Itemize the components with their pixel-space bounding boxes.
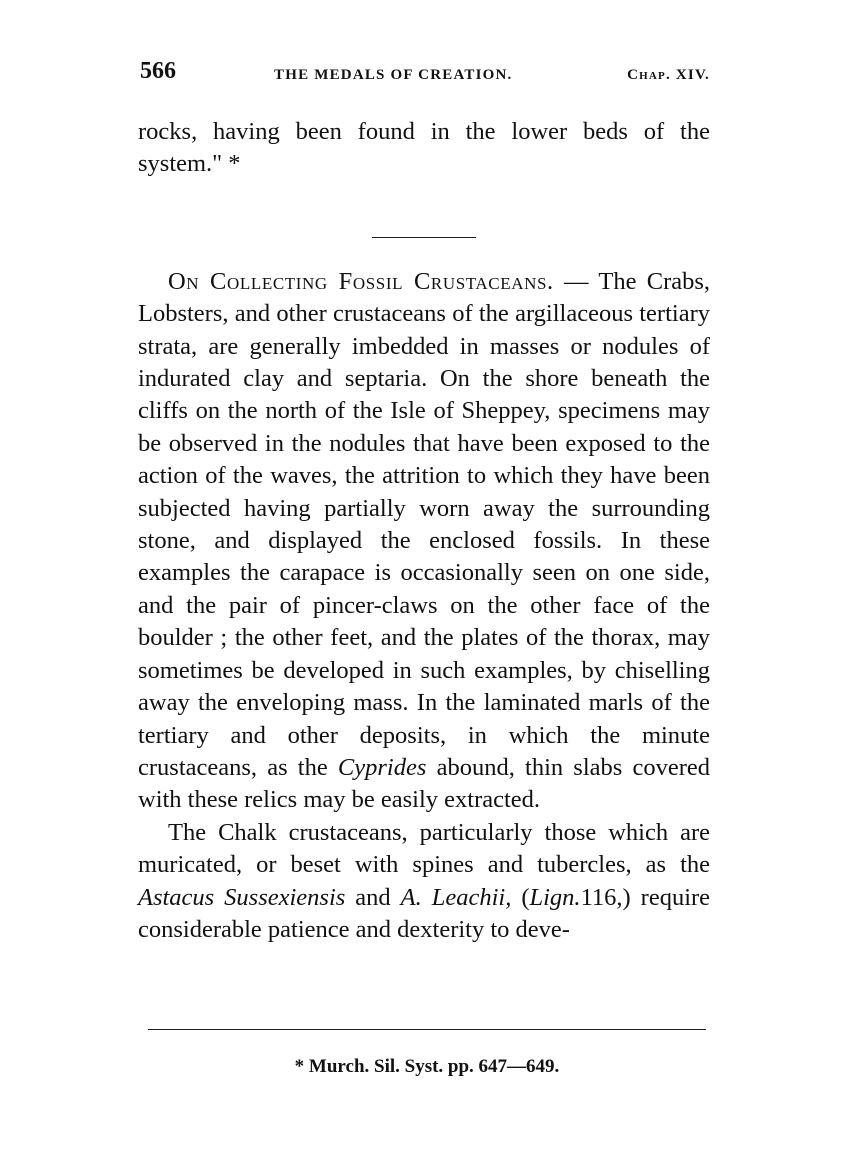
- running-title: THE MEDALS OF CREATION.: [274, 67, 513, 83]
- footnote: * Murch. Sil. Syst. pp. 647—649.: [294, 1056, 560, 1077]
- section-divider: [372, 237, 476, 238]
- chalk-text-a: The Chalk crustaceans, particularly those which are muricated, or beset with spines and tubercles, as the: [138, 818, 710, 879]
- footnote-rule: [148, 1029, 706, 1030]
- section-text-end: abound, thin slabs covered with these relics may be easily extracted.: [138, 753, 711, 814]
- conjunction: and: [355, 883, 391, 911]
- figure-ref-number: 116,): [580, 883, 631, 911]
- species-name-2: A. Leachii,: [400, 883, 512, 911]
- figure-ref: Lign.: [529, 883, 581, 911]
- chapter-label: Chap. XIV.: [627, 67, 710, 83]
- section-paragraph: [138, 266, 710, 817]
- section-text: The Crabs, Lobsters, and other crustaceans of the argillaceous tertiary strata, are generally imbedded in masses or nodules of indurated clay and septaria. On the shore beneath the cliffs on the north of the Isle of Sheppey, specimens may be observed in the nodules that have been exposed to the action of the waves, the attrition to which they have been subjected having partially worn away the surrounding stone, and displayed the enclosed fossils. In these examples the carapace is occasionally seen on one side, and the pair of pincer-claws on the other face of the boulder ; the other feet, and the plates of the thorax, may sometimes be developed in such examples, by chiselling away the enveloping mass. In the laminated marls of the tertiary and other deposits, in which the minute crustaceans, as the: [138, 267, 711, 781]
- chalk-text-b: require considerable patience and dexterity to deve-: [138, 883, 711, 943]
- chalk-paragraph: [138, 817, 710, 947]
- book-page: [138, 58, 710, 946]
- running-head: [138, 58, 710, 98]
- italic-term: Cyprides: [337, 753, 427, 781]
- ref-open: (: [521, 883, 530, 911]
- continued-paragraph: rocks, having been found in the lower beds of the system." *: [138, 118, 710, 178]
- page-number: 566: [140, 58, 176, 84]
- species-name-1: Astacus Sussexiensis: [138, 883, 346, 911]
- section-title: On Collecting Fossil Crustaceans.: [168, 267, 554, 295]
- section-dash: —: [553, 267, 599, 295]
